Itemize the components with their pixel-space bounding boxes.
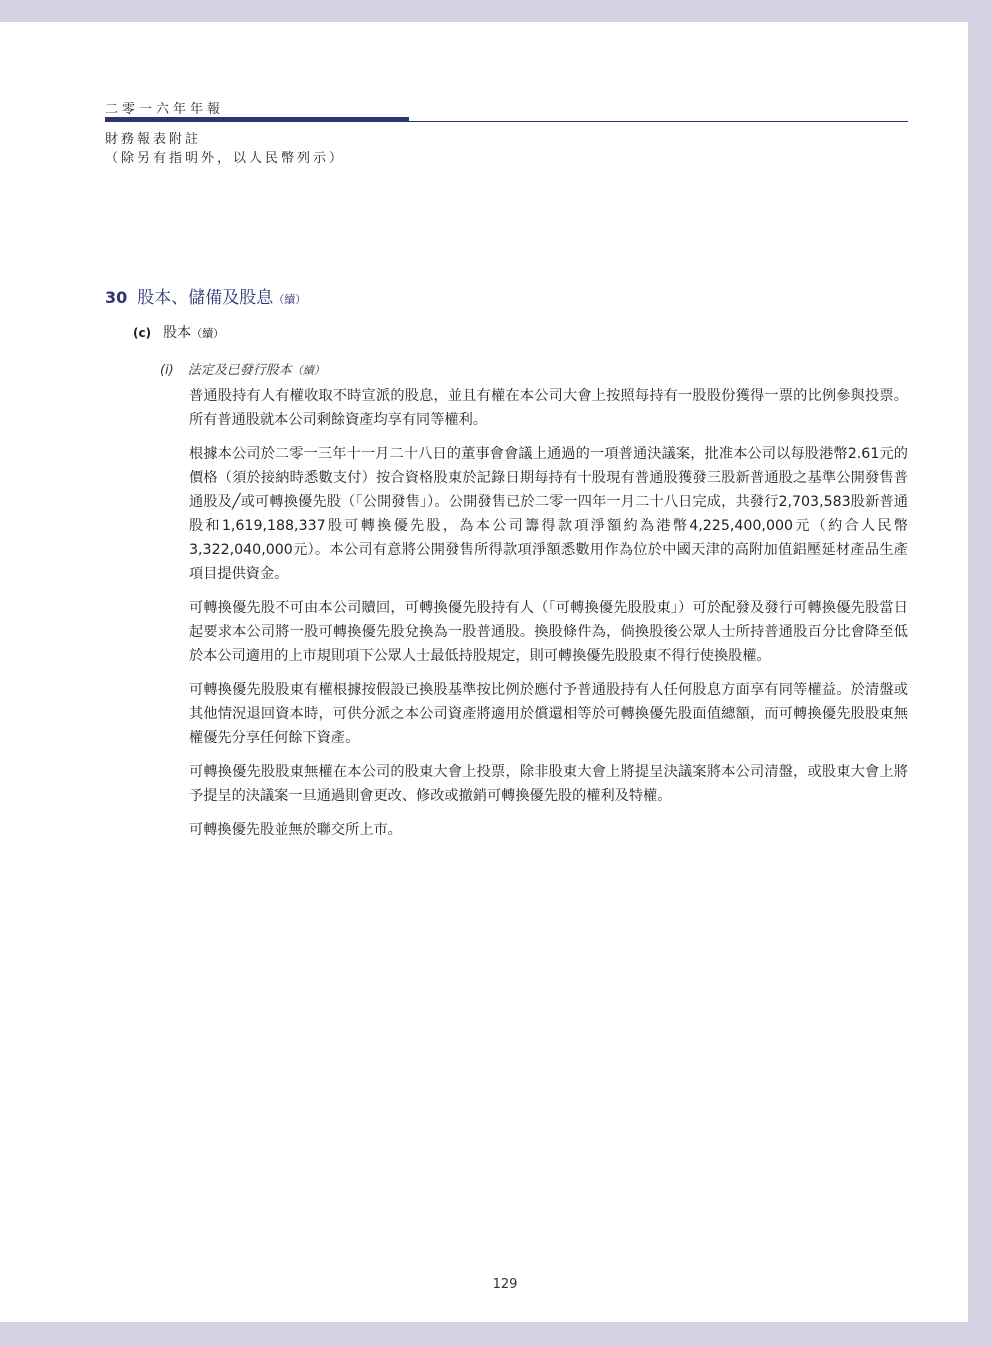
subsection-title: 股本 [163,325,192,341]
subsection-continued: （續） [191,327,225,340]
section-title: 股本、儲備及股息 [137,288,274,308]
subsubsection-continued: （續） [291,364,325,377]
currency-note: （除另有指明外，以人民幣列示） [105,151,346,166]
header-rule-thick [105,117,409,122]
subsubsection-label: (i) [160,363,174,378]
page-number: 129 [492,1277,518,1292]
section-number: 30 [105,288,128,307]
notes-title: 財務報表附註 [105,132,202,147]
paragraph-voting-restriction: 可轉換優先股股東無權在本公司的股東大會上投票，除非股東大會上將提呈決議案將本公司清盤，或股東大會上將予提呈的決議案一旦通過則會更改、修改或撤銷可轉換優先股的權利及特權。 [189,764,908,804]
notes-subheading [105,130,345,168]
header-rule-thin [409,121,908,122]
report-title: 二零一六年年報 [105,102,225,117]
subsubsection-heading [160,359,325,378]
paragraph-dividend-rights: 可轉換優先股股東有權根據按假設已換股基準按比例於應付予普通股持有人任何股息方面享有同等權益。於清盤或其他情況退回資本時，可供分派之本公司資產將適用於償還相等於可轉換優先股面值總額，而可轉換優先股股東無權優先分享任何餘下資產。 [189,682,908,746]
subsection-label: (c) [133,326,152,340]
document-page [0,22,968,1322]
paragraph-conversion: 可轉換優先股不可由本公司贖回，可轉換優先股持有人（「可轉換優先股股東」）可於配發及發行可轉換優先股當日起要求本公司將一股可轉換優先股兌換為一股普通股。換股條件為，倘換股後公眾人士所持普通股百分比會降至低於本公司適用的上市規則項下公眾人士最低持股規定，則可轉換優先股股東不得行使換股權。 [189,600,908,664]
paragraph-open-offer: 根據本公司於二零一三年十一月二十八日的董事會會議上通過的一項普通決議案，批准本公司以每股港幣2.61元的價格（須於接納時悉數支付）按合資格股東於記錄日期每持有十股現有普通股獲發三股新普通股之基準公開發售普通股及╱或可轉換優先股（「公開發售」）。公開發售已於二零一四年一月二十八日完成，共發行2,703,583股新普通股和1,619,188,337股可轉換優先股，為本公司籌得款項淨額約為港幣4,225,400,000元（約合人民幣3,322,040,000元）。本公司有意將公開發售所得款項淨額悉數用作為位於中國天津的高附加值鋁壓延材產品生產項目提供資金。 [189,446,908,582]
section-continued: （續） [273,293,307,306]
body-text [189,384,908,852]
section-heading [105,283,306,308]
subsection-heading [133,322,224,342]
subsubsection-title: 法定及已發行股本 [187,363,292,378]
paragraph-listing: 可轉換優先股並無於聯交所上市。 [189,822,402,838]
paragraph-voting-rights: 普通股持有人有權收取不時宣派的股息，並且有權在本公司大會上按照每持有一股股份獲得一票的比例參與投票。所有普通股就本公司剩餘資產均享有同等權利。 [189,388,908,428]
